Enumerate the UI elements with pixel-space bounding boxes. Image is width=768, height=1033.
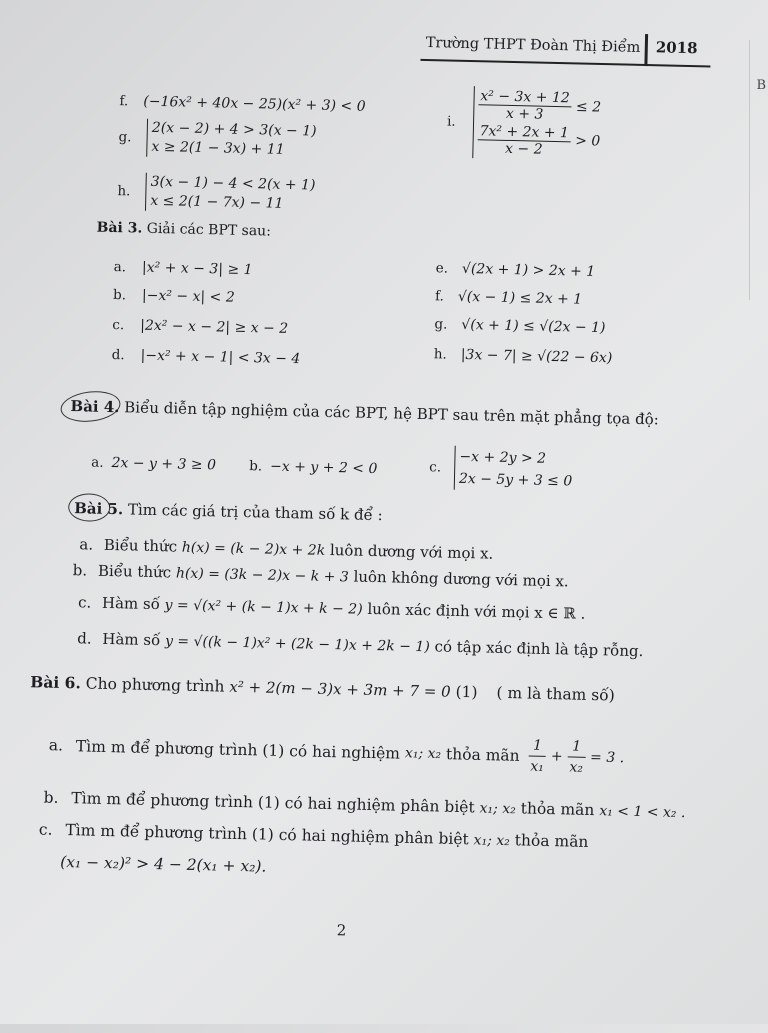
math-expression: −x + y + 2 < 0: [269, 458, 378, 478]
item-suffix: luôn dương với mọi x.: [329, 540, 494, 563]
item-label: a.: [48, 736, 64, 755]
relation: > 0: [575, 132, 601, 150]
exercise-title: Bài 4.: [70, 397, 120, 417]
variables: x₁; x₂: [473, 832, 511, 850]
item-text: Tìm m để phương trình (1) có hai nghiệm: [75, 736, 401, 763]
plus-sign: +: [550, 748, 563, 765]
item-prefix: Hàm số: [101, 593, 161, 614]
fraction-denominator: x − 2: [504, 140, 543, 158]
math-expression: h(x) = (k − 2)x + 2k: [181, 539, 326, 559]
condition-word: thỏa mãn: [520, 799, 595, 820]
item-label: f.: [434, 288, 445, 305]
fraction-numerator: 1: [568, 736, 586, 757]
bai4-item-b: [249, 455, 378, 477]
bai3-item-d: [112, 344, 301, 367]
fraction: [528, 736, 546, 777]
bai3-item-c: [112, 314, 288, 337]
system-brace: [145, 173, 316, 215]
item-prefix: Hàm số: [102, 629, 161, 650]
system-line: 2x − 5y + 3 ≤ 0: [458, 470, 573, 490]
bai5-item-d: [77, 629, 643, 660]
item-label: b.: [43, 788, 59, 807]
item-label: f.: [119, 93, 129, 110]
exercise-title: Bài 3.: [96, 219, 143, 237]
math-expression: √(x + 1) ≤ √(2x − 1): [461, 316, 606, 337]
item-label: i.: [446, 113, 456, 130]
system-line: 2(x − 2) + 4 > 3(x − 1): [151, 119, 317, 140]
header-year: 2018: [655, 38, 698, 58]
math-expression: √(x − 1) ≤ 2x + 1: [457, 288, 583, 308]
item-label: g.: [434, 316, 448, 333]
system-line: x ≥ 2(1 − 3x) + 11: [151, 138, 285, 158]
item-prefix: Biểu thức: [97, 561, 172, 582]
bai3-item-g: [434, 313, 605, 336]
bai3-item-b: [113, 284, 235, 306]
item-text: Tìm m để phương trình (1) có hai nghiệm phân biệt: [71, 789, 475, 817]
fraction: [477, 123, 571, 158]
math-expression: |3x − 7| ≥ √(22 − 6x): [460, 346, 613, 367]
header-rule: [420, 59, 710, 67]
exercise-intro: Cho phương trình: [85, 674, 225, 696]
system-line: x ≤ 2(1 − 7x) − 11: [150, 192, 284, 212]
condition-word: thỏa mãn: [514, 831, 589, 851]
item-label: a.: [79, 535, 94, 554]
fraction-numerator: x² − 3x + 12: [478, 88, 572, 107]
item-label: h.: [433, 346, 447, 363]
bai5-item-a: [79, 535, 493, 562]
item-label: a.: [113, 259, 127, 276]
item-label: c.: [38, 820, 53, 839]
item-label: g.: [118, 129, 132, 146]
fraction-denominator: x₂: [569, 759, 584, 776]
item-label: d.: [77, 629, 92, 648]
bai6-item-c-expression: (x₁ − x₂)² > 4 − 2(x₁ + x₂).: [59, 852, 267, 876]
bai2-i: [446, 86, 601, 161]
header-divider: [644, 34, 647, 66]
item-label: b.: [72, 561, 88, 580]
bai4-item-a: [91, 452, 216, 474]
condition-word: thỏa mãn: [445, 745, 520, 765]
bai3-heading: [96, 220, 271, 240]
variables: x₁; x₂: [404, 745, 442, 763]
bai6-item-c: [39, 820, 589, 850]
item-label: e.: [435, 260, 449, 277]
item-label: b.: [249, 458, 263, 475]
item-label: b.: [112, 287, 127, 304]
param-note: ( m là tham số): [496, 683, 615, 705]
bai2-f: [119, 90, 366, 115]
system-brace: [472, 86, 602, 161]
fraction: [478, 88, 572, 123]
bai2-h: [117, 172, 316, 214]
header-school: Trường THPT Đoàn Thị Điểm: [425, 35, 641, 56]
fraction-numerator: 1: [529, 736, 547, 757]
system-brace: [454, 446, 573, 493]
fraction-numerator: 7x² + 2x + 1: [477, 123, 571, 142]
bai5-heading: [74, 499, 383, 524]
item-label: d.: [111, 346, 125, 364]
item-label: h.: [117, 183, 131, 200]
adjacent-page-letter: B: [756, 78, 766, 93]
exercise-instruction: Tìm các giá trị của tham số k để :: [127, 500, 383, 525]
math-tail: = 3 .: [589, 749, 625, 767]
bai6-item-a: [48, 725, 624, 779]
math-expression: y = √((k − 1)x² + (2k − 1)x + 2k − 1): [164, 633, 430, 656]
math-expression: |−x² + x − 1| < 3x − 4: [140, 347, 301, 368]
math-expression: (−16x² + 40x − 25)(x² + 3) < 0: [143, 93, 366, 115]
math-expression: |2x² − x − 2| ≥ x − 2: [140, 317, 289, 337]
item-label: a.: [91, 454, 104, 471]
relation: ≤ 2: [575, 98, 602, 116]
bai3-item-h: [434, 343, 613, 366]
item-label: c.: [429, 459, 442, 476]
math-expression: |−x² − x| < 2: [141, 287, 235, 306]
item-suffix: luôn xác định với mọi x ∈ ℝ .: [367, 599, 586, 623]
fraction: [567, 736, 585, 777]
system-line: −x + 2y > 2: [459, 448, 547, 467]
item-label: c.: [77, 593, 92, 612]
bai4-item-c: [429, 445, 573, 492]
bai6-heading: [30, 672, 615, 704]
bai2-g: [118, 118, 317, 160]
fraction-denominator: x + 3: [505, 105, 544, 123]
math-expression: x₁ < 1 < x₂ .: [599, 803, 686, 822]
system-brace: [146, 119, 317, 161]
math-expression: |x² + x − 3| ≥ 1: [141, 259, 253, 279]
fraction-denominator: x₁: [530, 758, 545, 775]
exercise-title: Bài 6.: [30, 672, 82, 693]
bai5-item-b: [73, 561, 569, 590]
exercise-instruction: Biểu diễn tập nghiệm của các BPT, hệ BPT sau trên mặt phẳng tọa độ:: [124, 398, 659, 429]
page-number: 2: [336, 921, 347, 940]
math-expression: x² + 2(m − 3)x + 3m + 7 = 0: [229, 677, 451, 701]
item-suffix: luôn không dương với mọi x.: [353, 567, 569, 591]
bai5-item-c: [78, 593, 586, 623]
bai3-item-f: [435, 285, 582, 307]
exercise-title: Bài 5.: [74, 499, 124, 519]
system-line: 3(x − 1) − 4 < 2(x + 1): [150, 173, 316, 194]
bai3-item-a: [114, 256, 253, 278]
equation-number: (1): [455, 682, 478, 702]
math-expression: y = √(x² + (k − 1)x + k − 2): [164, 597, 363, 618]
math-expression: 2x − y + 3 ≥ 0: [111, 455, 217, 474]
item-prefix: Biểu thức: [103, 535, 178, 556]
bai4-heading: [70, 397, 659, 428]
bai6-item-b: [43, 789, 685, 822]
math-expression: h(x) = (3k − 2)x − k + 3: [175, 565, 349, 586]
item-suffix: có tập xác định là tập rỗng.: [434, 637, 644, 661]
exercise-instruction: Giải các BPT sau:: [146, 220, 272, 240]
bai3-item-e: [436, 257, 596, 280]
item-text: Tìm m để phương trình (1) có hai nghiệm phân biệt: [65, 821, 469, 849]
math-expression: √(2x + 1) > 2x + 1: [461, 260, 596, 280]
variables: x₁; x₂: [479, 800, 516, 818]
item-label: c.: [112, 316, 125, 334]
